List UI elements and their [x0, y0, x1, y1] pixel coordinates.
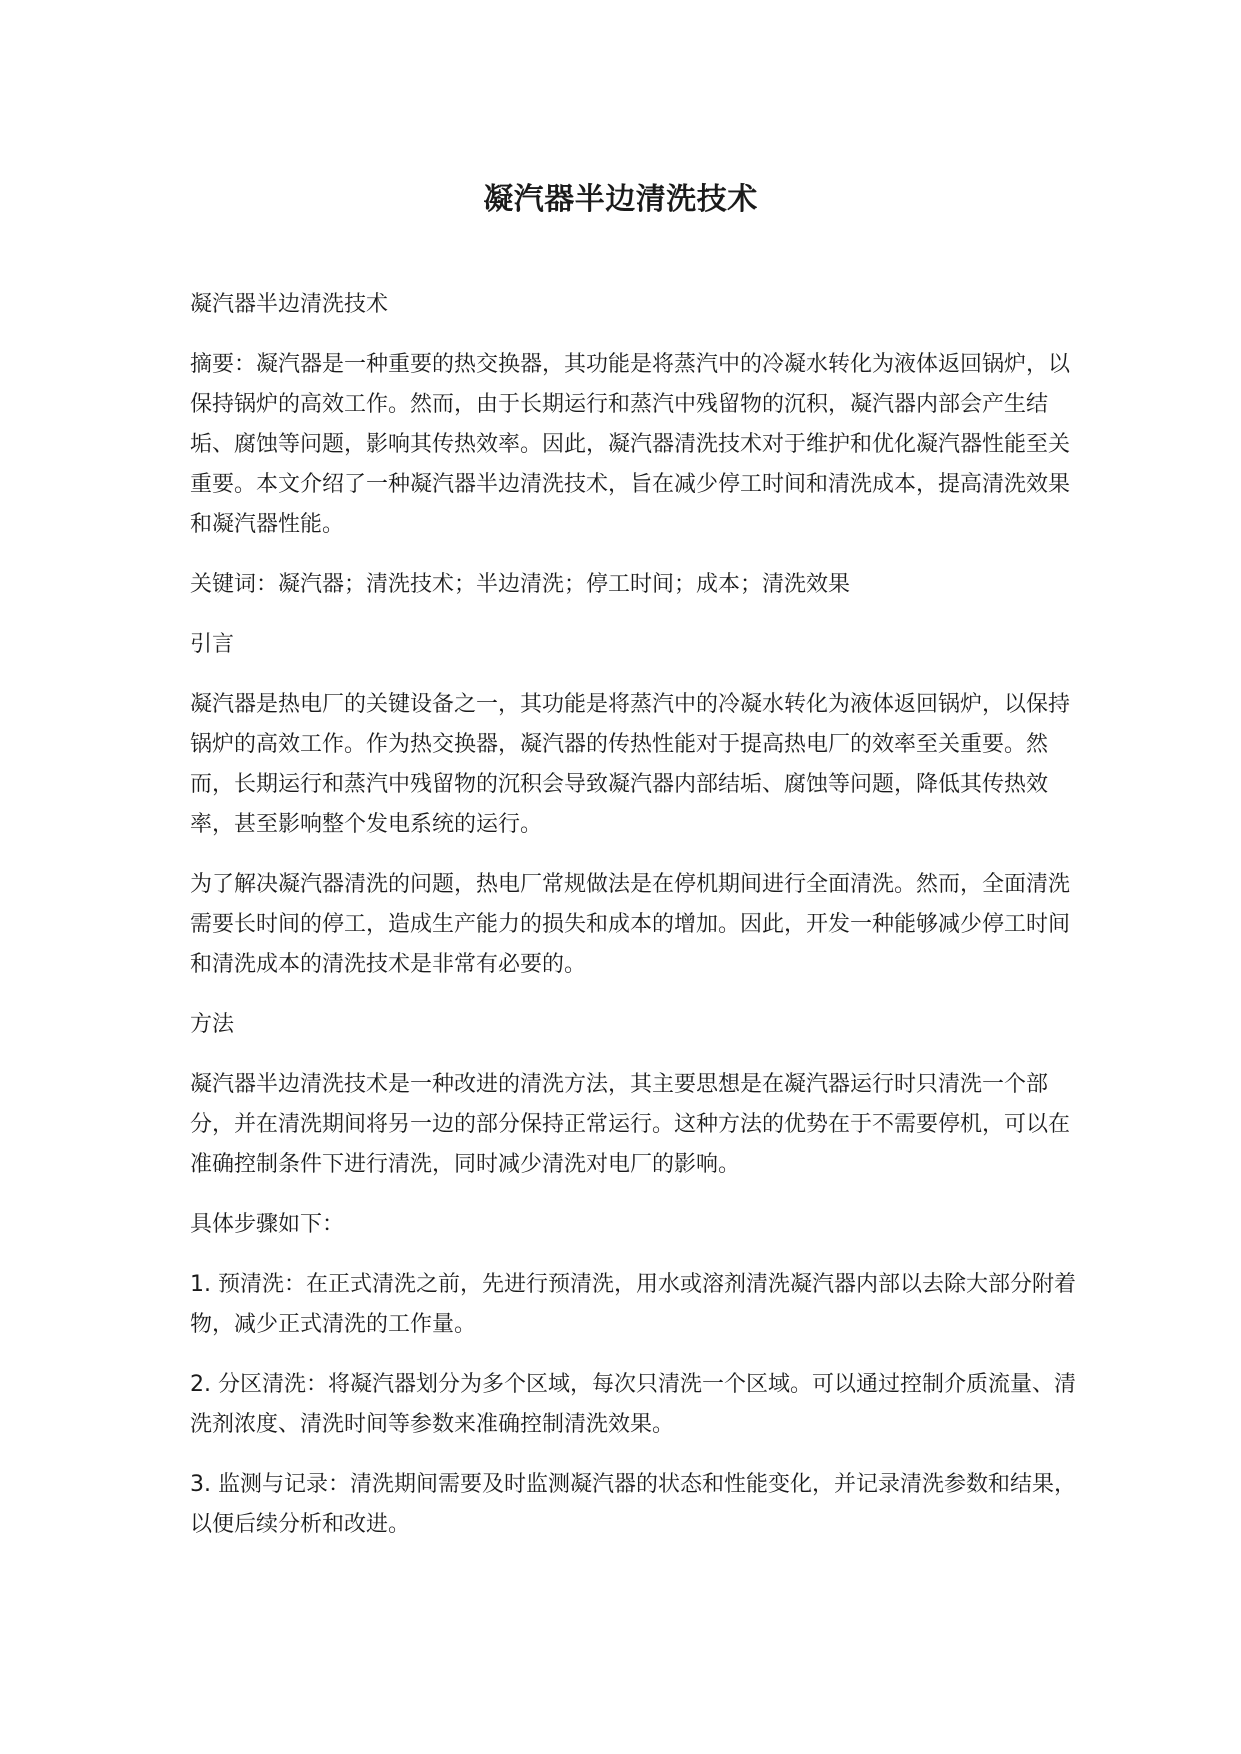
- keywords-paragraph: 关键词：凝汽器；清洗技术；半边清洗；停工时间；成本；清洗效果: [190, 572, 851, 597]
- section-heading-introduction: 引言: [190, 632, 235, 657]
- steps-intro-paragraph: 具体步骤如下：: [190, 1212, 345, 1237]
- subtitle-paragraph: 凝汽器半边清洗技术: [190, 292, 389, 317]
- step-3-paragraph: 3. 监测与记录：清洗期间需要及时监测凝汽器的状态和性能变化，并记录清洗参数和结果，以便后续分析和改进。: [190, 1472, 1076, 1537]
- step-1-paragraph: 1. 预清洗：在正式清洗之前，先进行预清洗，用水或溶剂清洗凝汽器内部以去除大部分附着物，减少正式清洗的工作量。: [190, 1272, 1076, 1337]
- section-heading-method: 方法: [190, 1012, 235, 1037]
- abstract-paragraph: 摘要：凝汽器是一种重要的热交换器，其功能是将蒸汽中的冷凝水转化为液体返回锅炉，以保持锅炉的高效工作。然而，由于长期运行和蒸汽中残留物的沉积，凝汽器内部会产生结垢、腐蚀等问题，影响其传热效率。因此，凝汽器清洗技术对于维护和优化凝汽器性能至关重要。本文介绍了一种凝汽器半边清洗技术，旨在减少停工时间和清洗成本，提高清洗效果和凝汽器性能。: [190, 352, 1071, 537]
- method-paragraph: 凝汽器半边清洗技术是一种改进的清洗方法，其主要思想是在凝汽器运行时只清洗一个部分，并在清洗期间将另一边的部分保持正常运行。这种方法的优势在于不需要停机，可以在准确控制条件下进行清洗，同时减少清洗对电厂的影响。: [190, 1072, 1071, 1177]
- document-body: [190, 285, 1090, 1565]
- step-2-paragraph: 2. 分区清洗：将凝汽器划分为多个区域，每次只清洗一个区域。可以通过控制介质流量、清洗剂浓度、清洗时间等参数来准确控制清洗效果。: [190, 1372, 1076, 1437]
- introduction-paragraph-1: 凝汽器是热电厂的关键设备之一，其功能是将蒸汽中的冷凝水转化为液体返回锅炉，以保持锅炉的高效工作。作为热交换器，凝汽器的传热性能对于提高热电厂的效率至关重要。然而，长期运行和蒸汽中残留物的沉积会导致凝汽器内部结垢、腐蚀等问题，降低其传热效率，甚至影响整个发电系统的运行。: [190, 692, 1071, 837]
- introduction-paragraph-2: 为了解决凝汽器清洗的问题，热电厂常规做法是在停机期间进行全面清洗。然而，全面清洗需要长时间的停工，造成生产能力的损失和成本的增加。因此，开发一种能够减少停工时间和清洗成本的清洗技术是非常有必要的。: [190, 872, 1071, 977]
- document-title: 凝汽器半边清洗技术: [483, 182, 758, 217]
